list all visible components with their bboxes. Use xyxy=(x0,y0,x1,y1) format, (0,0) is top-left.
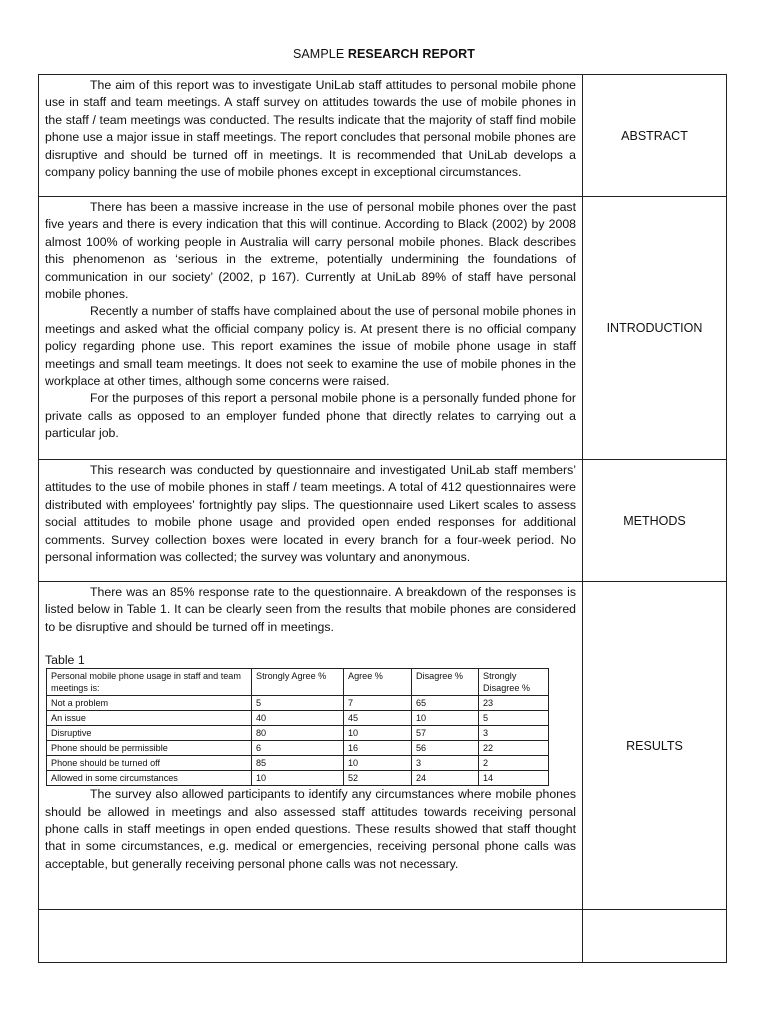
table-1-header: Agree % xyxy=(344,669,412,696)
table-cell: Phone should be turned off xyxy=(47,756,252,771)
table-cell: 3 xyxy=(479,726,549,741)
table-cell: 80 xyxy=(252,726,344,741)
empty-row xyxy=(39,910,727,963)
table-cell: 56 xyxy=(412,741,479,756)
table-cell: 24 xyxy=(412,771,479,786)
methods-text-cell xyxy=(39,460,583,582)
table-cell: 65 xyxy=(412,696,479,711)
table-cell: An issue xyxy=(47,711,252,726)
table-cell: 10 xyxy=(412,711,479,726)
table-1-header: Personal mobile phone usage in staff and team meetings is: xyxy=(47,669,252,696)
methods-paragraph: This research was conducted by questionnaire and investigated UniLab staff members’ attitudes to the use of mobile phones in staff / team meetings. A total of 412 questionnaires were distributed with employees’ fortnightly pay slips. The questionnaire used Likert scales to assess social attitudes to mobile phone usage and provided open ended responses for additional comments. Survey collection boxes were located in every branch for a four-week period. No personal information was collected; the survey was voluntary and anonymous. xyxy=(45,463,576,565)
table-cell: 10 xyxy=(344,726,412,741)
results-text-cell xyxy=(39,582,583,910)
introduction-label: INTRODUCTION xyxy=(583,197,727,460)
title-bold: RESEARCH REPORT xyxy=(347,47,476,61)
introduction-text-cell xyxy=(39,197,583,460)
table-cell: 3 xyxy=(412,756,479,771)
table-row xyxy=(47,741,549,756)
table-cell: 16 xyxy=(344,741,412,756)
table-cell: 10 xyxy=(344,756,412,771)
abstract-label: ABSTRACT xyxy=(583,75,727,197)
table-cell: 6 xyxy=(252,741,344,756)
table-cell: 57 xyxy=(412,726,479,741)
report-table xyxy=(38,74,727,963)
table-row xyxy=(47,726,549,741)
title-prefix: SAMPLE xyxy=(292,47,348,61)
table-cell: 40 xyxy=(252,711,344,726)
table-row xyxy=(47,711,549,726)
table-cell: Phone should be permissible xyxy=(47,741,252,756)
table-row xyxy=(47,756,549,771)
table-cell: 14 xyxy=(479,771,549,786)
table-1-header: Strongly Agree % xyxy=(252,669,344,696)
table-1 xyxy=(46,668,549,786)
table-cell: 22 xyxy=(479,741,549,756)
document-title xyxy=(0,47,768,61)
table-cell: 10 xyxy=(252,771,344,786)
results-outro-paragraph: The survey also allowed participants to identify any circumstances where mobile phones should be allowed in meetings and also assessed staff attitudes towards receiving personal phone calls in staff meetings in open ended questions. These results showed that staff thought that in some circumstances, e.g. medical or emergencies, receiving personal phone calls was acceptable, but generally receiving personal phone calls was not necessary. xyxy=(45,787,576,871)
abstract-row xyxy=(39,75,727,197)
table-cell: 45 xyxy=(344,711,412,726)
empty-text-cell xyxy=(39,910,583,963)
table-cell: Allowed in some circumstances xyxy=(47,771,252,786)
table-1-caption: Table 1 xyxy=(45,653,85,668)
table-cell: Not a problem xyxy=(47,696,252,711)
table-cell: Disruptive xyxy=(47,726,252,741)
table-cell: 7 xyxy=(344,696,412,711)
table-cell: 85 xyxy=(252,756,344,771)
abstract-text-cell xyxy=(39,75,583,197)
introduction-paragraph-3: For the purposes of this report a personal mobile phone is a personally funded phone for private calls as opposed to an employer funded phone that directly relates to carrying out a particular job. xyxy=(45,391,576,441)
table-cell: 2 xyxy=(479,756,549,771)
introduction-row xyxy=(39,197,727,460)
results-label: RESULTS xyxy=(583,582,727,910)
table-cell: 52 xyxy=(344,771,412,786)
results-intro-paragraph: There was an 85% response rate to the questionnaire. A breakdown of the responses is listed below in Table 1. It can be clearly seen from the results that mobile phones are considered to be disruptive and should be turned off in meetings. xyxy=(45,585,576,634)
methods-row xyxy=(39,460,727,582)
table-1-header-row xyxy=(47,669,549,696)
table-row xyxy=(47,696,549,711)
methods-label: METHODS xyxy=(583,460,727,582)
empty-label-cell xyxy=(583,910,727,963)
table-1-header: Strongly Disagree % xyxy=(479,669,549,696)
table-cell: 5 xyxy=(479,711,549,726)
introduction-paragraph-1: There has been a massive increase in the use of personal mobile phones over the past five years and there is every indication that this will continue. According to Black (2002) by 2008 almost 100% of working people in Australia will carry personal mobile phones. Black describes this phenomenon as ‘serious in the extreme, potentially undermining the foundations of communication in our society’ (2002, p 167). Currently at UniLab 89% of staff have personal mobile phones. xyxy=(45,200,576,302)
table-1-header: Disagree % xyxy=(412,669,479,696)
table-cell: 23 xyxy=(479,696,549,711)
table-cell: 5 xyxy=(252,696,344,711)
introduction-paragraph-2: Recently a number of staffs have complained about the use of personal mobile phones in meetings and asked what the official company policy is. At present there is no official company policy regarding phone use. This report examines the issue of mobile phone usage in staff meetings and small team meetings. It does not seek to examine the use of mobile phones in the workplace at other times, although some concerns were raised. xyxy=(45,304,576,389)
results-row xyxy=(39,582,727,910)
abstract-paragraph: The aim of this report was to investigate UniLab staff attitudes to personal mobile phone use in staff and team meetings. A staff survey on attitudes towards the use of mobile phones in the staff / team meetings was conducted. The results indicate that the majority of staff find mobile phone use a major issue in staff meetings. The report concludes that personal mobile phones are disruptive and should be turned off in meetings. It is recommended that UniLab develops a company policy banning the use of mobile phones except in exceptional circumstances. xyxy=(45,78,576,180)
table-row xyxy=(47,771,549,786)
